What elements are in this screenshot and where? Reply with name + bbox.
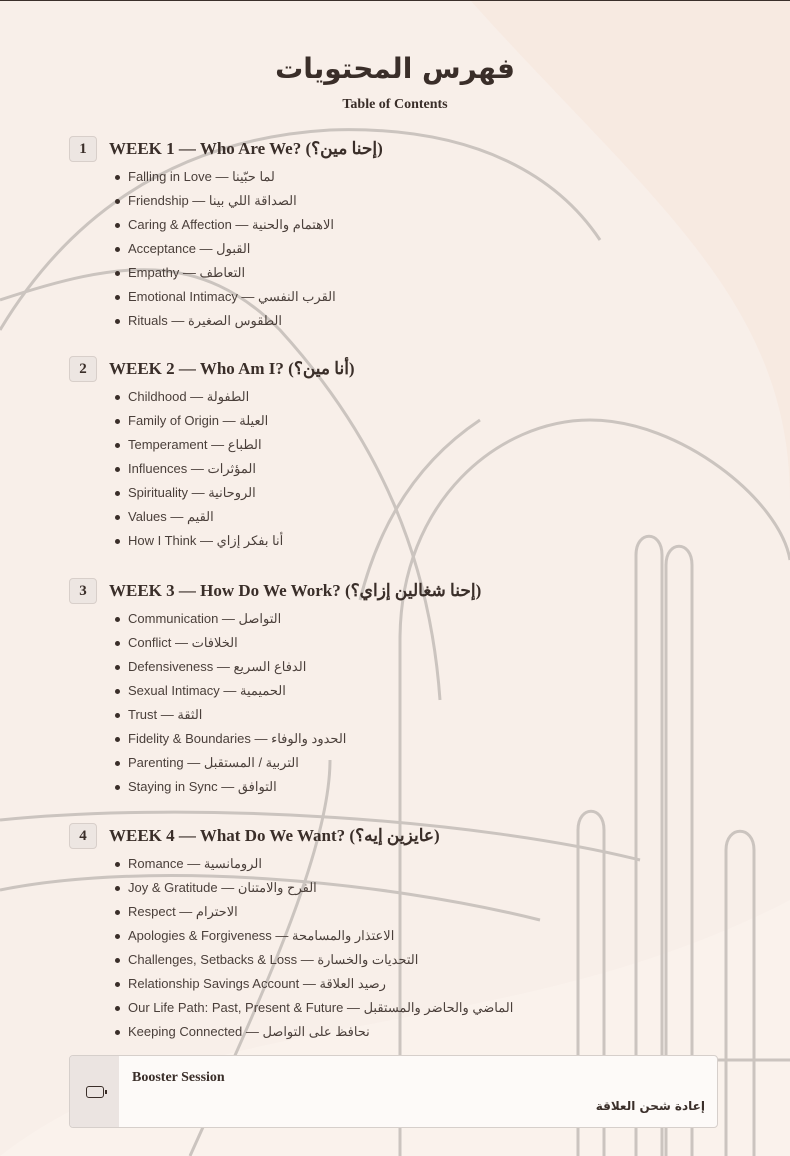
topic-item[interactable]: Staying in Sync — التوافق — [69, 775, 719, 799]
topic-item[interactable]: Childhood — الطفولة — [69, 385, 719, 409]
topic-item[interactable]: Joy & Gratitude — الفرح والامتنان — [69, 876, 719, 900]
week-title: WEEK 4 — What Do We Want? (عايزين إيه؟) — [109, 826, 440, 845]
topic-item[interactable]: Empathy — التعاطف — [69, 261, 719, 285]
battery-icon — [86, 1086, 104, 1098]
week-section-3 — [69, 575, 719, 799]
topic-item[interactable]: Falling in Love — لما حبّينا — [69, 165, 719, 189]
topic-item[interactable]: Rituals — الطقوس الصغيرة — [69, 309, 719, 333]
topic-item[interactable]: Apologies & Forgiveness — الاعتذار والمسامحة — [69, 924, 719, 948]
topic-list — [69, 165, 719, 333]
page-subtitle: Table of Contents — [342, 97, 448, 112]
topic-item[interactable]: Keeping Connected — نحافظ على التواصل — [69, 1020, 719, 1044]
topic-item[interactable]: Caring & Affection — الاهتمام والحنية — [69, 213, 719, 237]
week-title: WEEK 3 — How Do We Work? (إحنا شغالين إزاي؟) — [109, 581, 482, 600]
topic-item[interactable]: Family of Origin — العيلة — [69, 409, 719, 433]
topic-item[interactable]: Relationship Savings Account — رصيد العلاقة — [69, 972, 719, 996]
week-section-4 — [69, 820, 719, 1044]
topic-item[interactable]: Conflict — الخلافات — [69, 631, 719, 655]
topic-item[interactable]: How I Think — أنا بفكر إزاي — [69, 529, 719, 553]
topic-item[interactable]: Romance — الرومانسية — [69, 852, 719, 876]
week-title: WEEK 1 — Who Are We? (إحنا مين؟) — [109, 139, 383, 158]
topic-list — [69, 852, 719, 1044]
topic-item[interactable]: Sexual Intimacy — الحميمية — [69, 679, 719, 703]
topic-item[interactable]: Influences — المؤثرات — [69, 457, 719, 481]
topic-item[interactable]: Friendship — الصداقة اللي بينا — [69, 189, 719, 213]
topic-item[interactable]: Defensiveness — الدفاع السريع — [69, 655, 719, 679]
week-header[interactable] — [69, 133, 719, 165]
week-number-badge: 4 — [69, 823, 97, 849]
topic-list — [69, 385, 719, 553]
week-section-2 — [69, 353, 719, 553]
booster-session-card[interactable] — [69, 1055, 718, 1128]
booster-subtitle-arabic: إعادة شحن العلاقة — [595, 1099, 705, 1113]
top-border — [0, 0, 790, 1]
topic-item[interactable]: Acceptance — القبول — [69, 237, 719, 261]
topic-list — [69, 607, 719, 799]
booster-title: Booster Session — [132, 1070, 225, 1085]
week-number-badge: 2 — [69, 356, 97, 382]
topic-item[interactable]: Spirituality — الروحانية — [69, 481, 719, 505]
week-number-badge: 1 — [69, 136, 97, 162]
topic-item[interactable]: Values — القيم — [69, 505, 719, 529]
booster-icon-panel — [70, 1056, 119, 1127]
topic-item[interactable]: Respect — الاحترام — [69, 900, 719, 924]
week-header[interactable] — [69, 353, 719, 385]
topic-item[interactable]: Fidelity & Boundaries — الحدود والوفاء — [69, 727, 719, 751]
topic-item[interactable]: Challenges, Setbacks & Loss — التحديات والخسارة — [69, 948, 719, 972]
topic-item[interactable]: Temperament — الطباع — [69, 433, 719, 457]
page-title-arabic: فهرس المحتويات — [275, 52, 515, 85]
week-number-badge: 3 — [69, 578, 97, 604]
week-title: WEEK 2 — Who Am I? (أنا مين؟) — [109, 359, 355, 378]
topic-item[interactable]: Communication — التواصل — [69, 607, 719, 631]
week-header[interactable] — [69, 575, 719, 607]
topic-item[interactable]: Trust — الثقة — [69, 703, 719, 727]
topic-item[interactable]: Our Life Path: Past, Present & Future — الماضي والحاضر والمستقبل — [69, 996, 719, 1020]
topic-item[interactable]: Parenting — التربية / المستقبل — [69, 751, 719, 775]
week-header[interactable] — [69, 820, 719, 852]
week-section-1 — [69, 133, 719, 333]
topic-item[interactable]: Emotional Intimacy — القرب النفسي — [69, 285, 719, 309]
